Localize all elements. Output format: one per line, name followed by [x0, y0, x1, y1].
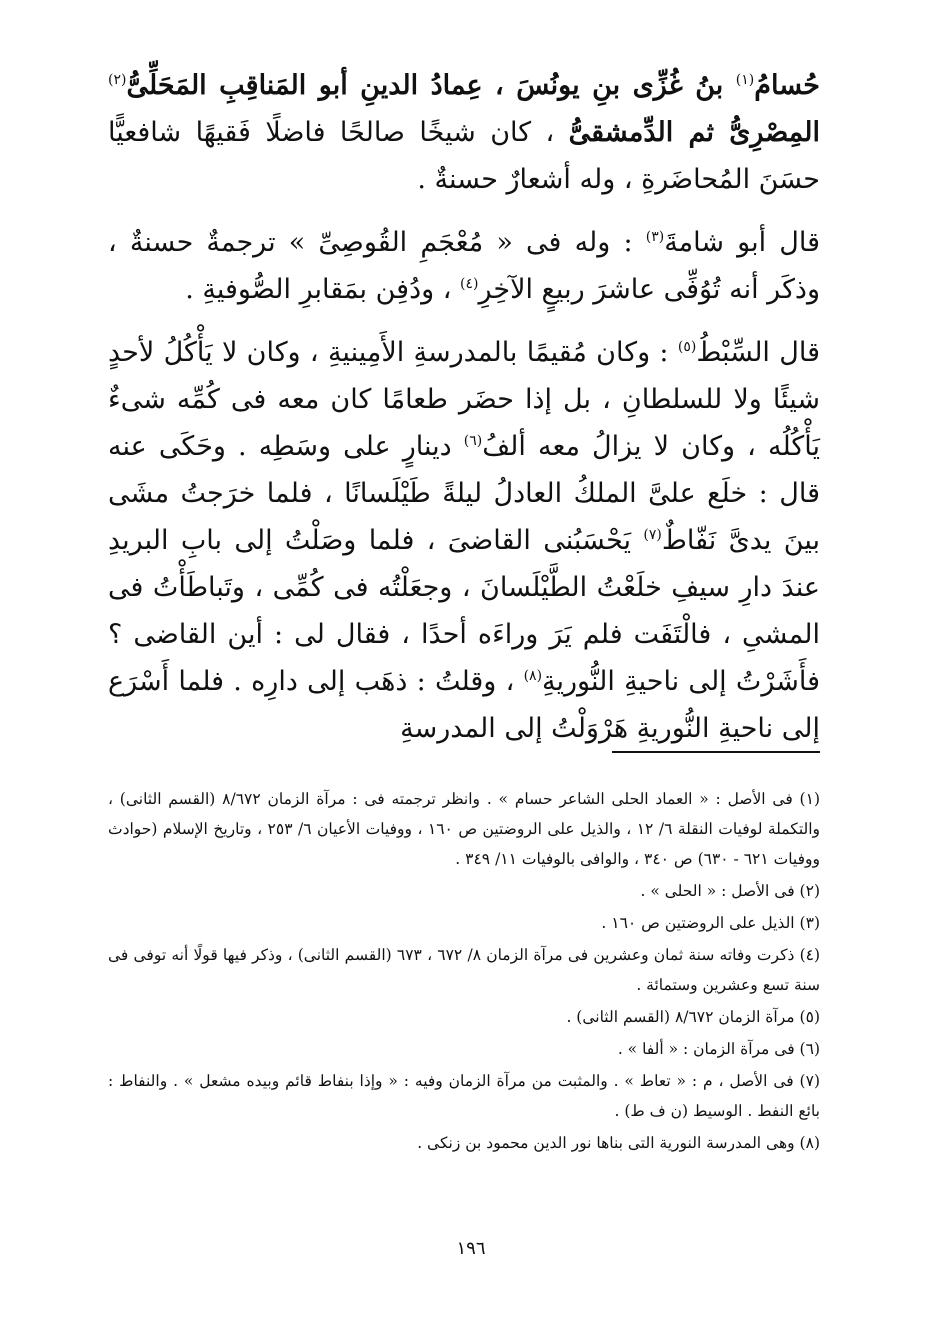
footnote-item: [108, 876, 820, 906]
footnote-ref: (٧): [643, 527, 662, 543]
page-number: ١٩٦: [456, 1238, 486, 1259]
footnote-item: [108, 1066, 820, 1126]
paragraph-text: ، وقلتُ : ذهَب إلى دارِه . فلما أَسْرَع إلى ناحيةِ النُّوريةِ هَرْوَلْتُ إلى المدرسةِ: [108, 666, 820, 744]
abu-shama-paragraph: [108, 219, 820, 313]
footnote-number: (٧): [799, 1072, 820, 1090]
footnote-text: فى الأصل : « العماد الحلى الشاعر حسام » . وانظر ترجمته فى : مرآة الزمان ٨/٦٧٢ (القسم الثانى) ، والتكملة لوفيات النقلة ٦/ ١٢ ، والذيل على الروضتين ص ١٦٠ ، ووفيات الأعيان ٦/ ٢٥٣ ، وتاريخ الإسلام (حوادث ووفيات ٦٢١ - ٦٣٠) ص ٣٤٠ ، والوافى بالوفيات ١١/ ٣٤٩ .: [108, 790, 821, 868]
footnote-number: (٢): [799, 882, 820, 900]
footnote-number: (٣): [799, 914, 820, 932]
footnote-number: (٥): [799, 1008, 820, 1026]
footnote-ref: (٤): [460, 276, 479, 292]
paragraph-text: قال أبو شامةَ: [664, 227, 820, 258]
subject-nisba: المِصْرِىُّ ثم الدِّمشقىُّ: [568, 117, 820, 148]
footnote-text: مرآة الزمان ٨/٦٧٢ (القسم الثانى) .: [566, 1008, 795, 1026]
footnote-text: ذكرت وفاته سنة ثمان وعشرين فى مرآة الزمان ٨/ ٦٧٢ ، ٦٧٣ (القسم الثانى) ، وذكر فيها قولًا أنه توفى فى سنة تسع وعشرين وستمائة .: [108, 946, 820, 994]
footnote-ref: (٥): [677, 339, 697, 355]
sibt-paragraph: [108, 329, 820, 752]
footnote-item: [108, 1128, 820, 1158]
footnote-ref: (١): [735, 72, 755, 88]
footnote-ref: (٢): [108, 72, 127, 88]
footnote-text: فى مرآة الزمان : « ألفا » .: [617, 1040, 795, 1058]
footnote-text: الذيل على الروضتين ص ١٦٠ .: [601, 914, 795, 932]
footnote-item: [108, 908, 820, 938]
paragraph-text: قال السِّبْطُ: [696, 337, 820, 368]
paragraph-text: دينارٍ على وسَطِه . وحَكَى عنه قال : خلَع علىَّ الملكُ العادلُ ليلةً طَيْلَسانًا ، فلما خرَجتُ مشَى بينَ يدىَّ نَفّاطٌ: [108, 431, 820, 556]
paragraph-text: : وله فى « مُعْجَمِ القُوصِىِّ » ترجمةٌ حسنةٌ ، وذكَر أنه تُوُفِّى عاشرَ ربيعٍ الآخِرِ: [108, 227, 820, 305]
footnote-item: [108, 1002, 820, 1032]
subject-name: حُسامُ: [754, 70, 820, 101]
footnote-ref: (٦): [463, 433, 483, 449]
footnote-item: [108, 940, 820, 1000]
biography-text: ، كان شيخًا صالحًا فاضلًا فَقيهًا شافعيًّا حسَنَ المُحاضَرةِ ، وله أشعارٌ حسنةٌ .: [108, 117, 820, 195]
paragraph-text: ، ودُفِن بمَقابرِ الصُّوفيةِ .: [185, 274, 461, 305]
paragraph-text: : وكان مُقيمًا بالمدرسةِ الأَمِينيةِ ، وكان لا يَأْكُلُ لأحدٍ شيئًا ولا للسلطانِ ، بل إذا حضَر طعامًا كان معه فى كُمِّه شىءٌ يَأْكُلُه ، وكان لا يزالُ معه ألفُ: [108, 337, 820, 462]
footnote-separator: [612, 751, 820, 753]
biography-paragraph: [108, 62, 820, 203]
footnote-text: فى الأصل : « الحلى » .: [640, 882, 795, 900]
footnote-ref: (٨): [523, 668, 543, 684]
footnote-number: (٨): [799, 1134, 820, 1152]
footnote-number: (٤): [799, 946, 821, 964]
footnote-text: وهى المدرسة النورية التى بناها نور الدين محمود بن زنكى .: [417, 1134, 795, 1152]
footnote-number: (١): [799, 790, 820, 808]
footnote-ref: (٣): [645, 229, 665, 245]
main-text: [108, 62, 820, 768]
paragraph-text: يَحْسَبُنى القاضىَ ، فلما وصَلْتُ إلى بابِ البريدِ عندَ دارِ سيفِ خلَعْتُ الطَّيْلَسانَ ، وجعَلْتُه فى كُمِّى ، وتَباطَأْتُ فى المشىِ ، فالْتَفَت فلم يَرَ وراءَه أحدًا ، فقال لى : أين القاضى ؟ فأَشَرْتُ إلى ناحيةِ النُّوريةِ: [108, 525, 820, 697]
footnote-item: [108, 1034, 820, 1064]
footnote-number: (٦): [799, 1040, 820, 1058]
footnote-item: [108, 784, 820, 874]
footnotes-section: [108, 784, 820, 1160]
subject-lineage: بنُ غُزِّى بنِ يونُسَ ، عِمادُ الدينِ أبو المَناقِبِ المَحَلِّىُّ: [126, 70, 736, 101]
footnote-text: فى الأصل ، م : « تعاط » . والمثبت من مرآة الزمان وفيه : « وإذا بنفاط قائم وبيده مشعل » . والنفاط : بائع النفط . الوسيط (ن ف ط) .: [108, 1072, 820, 1120]
